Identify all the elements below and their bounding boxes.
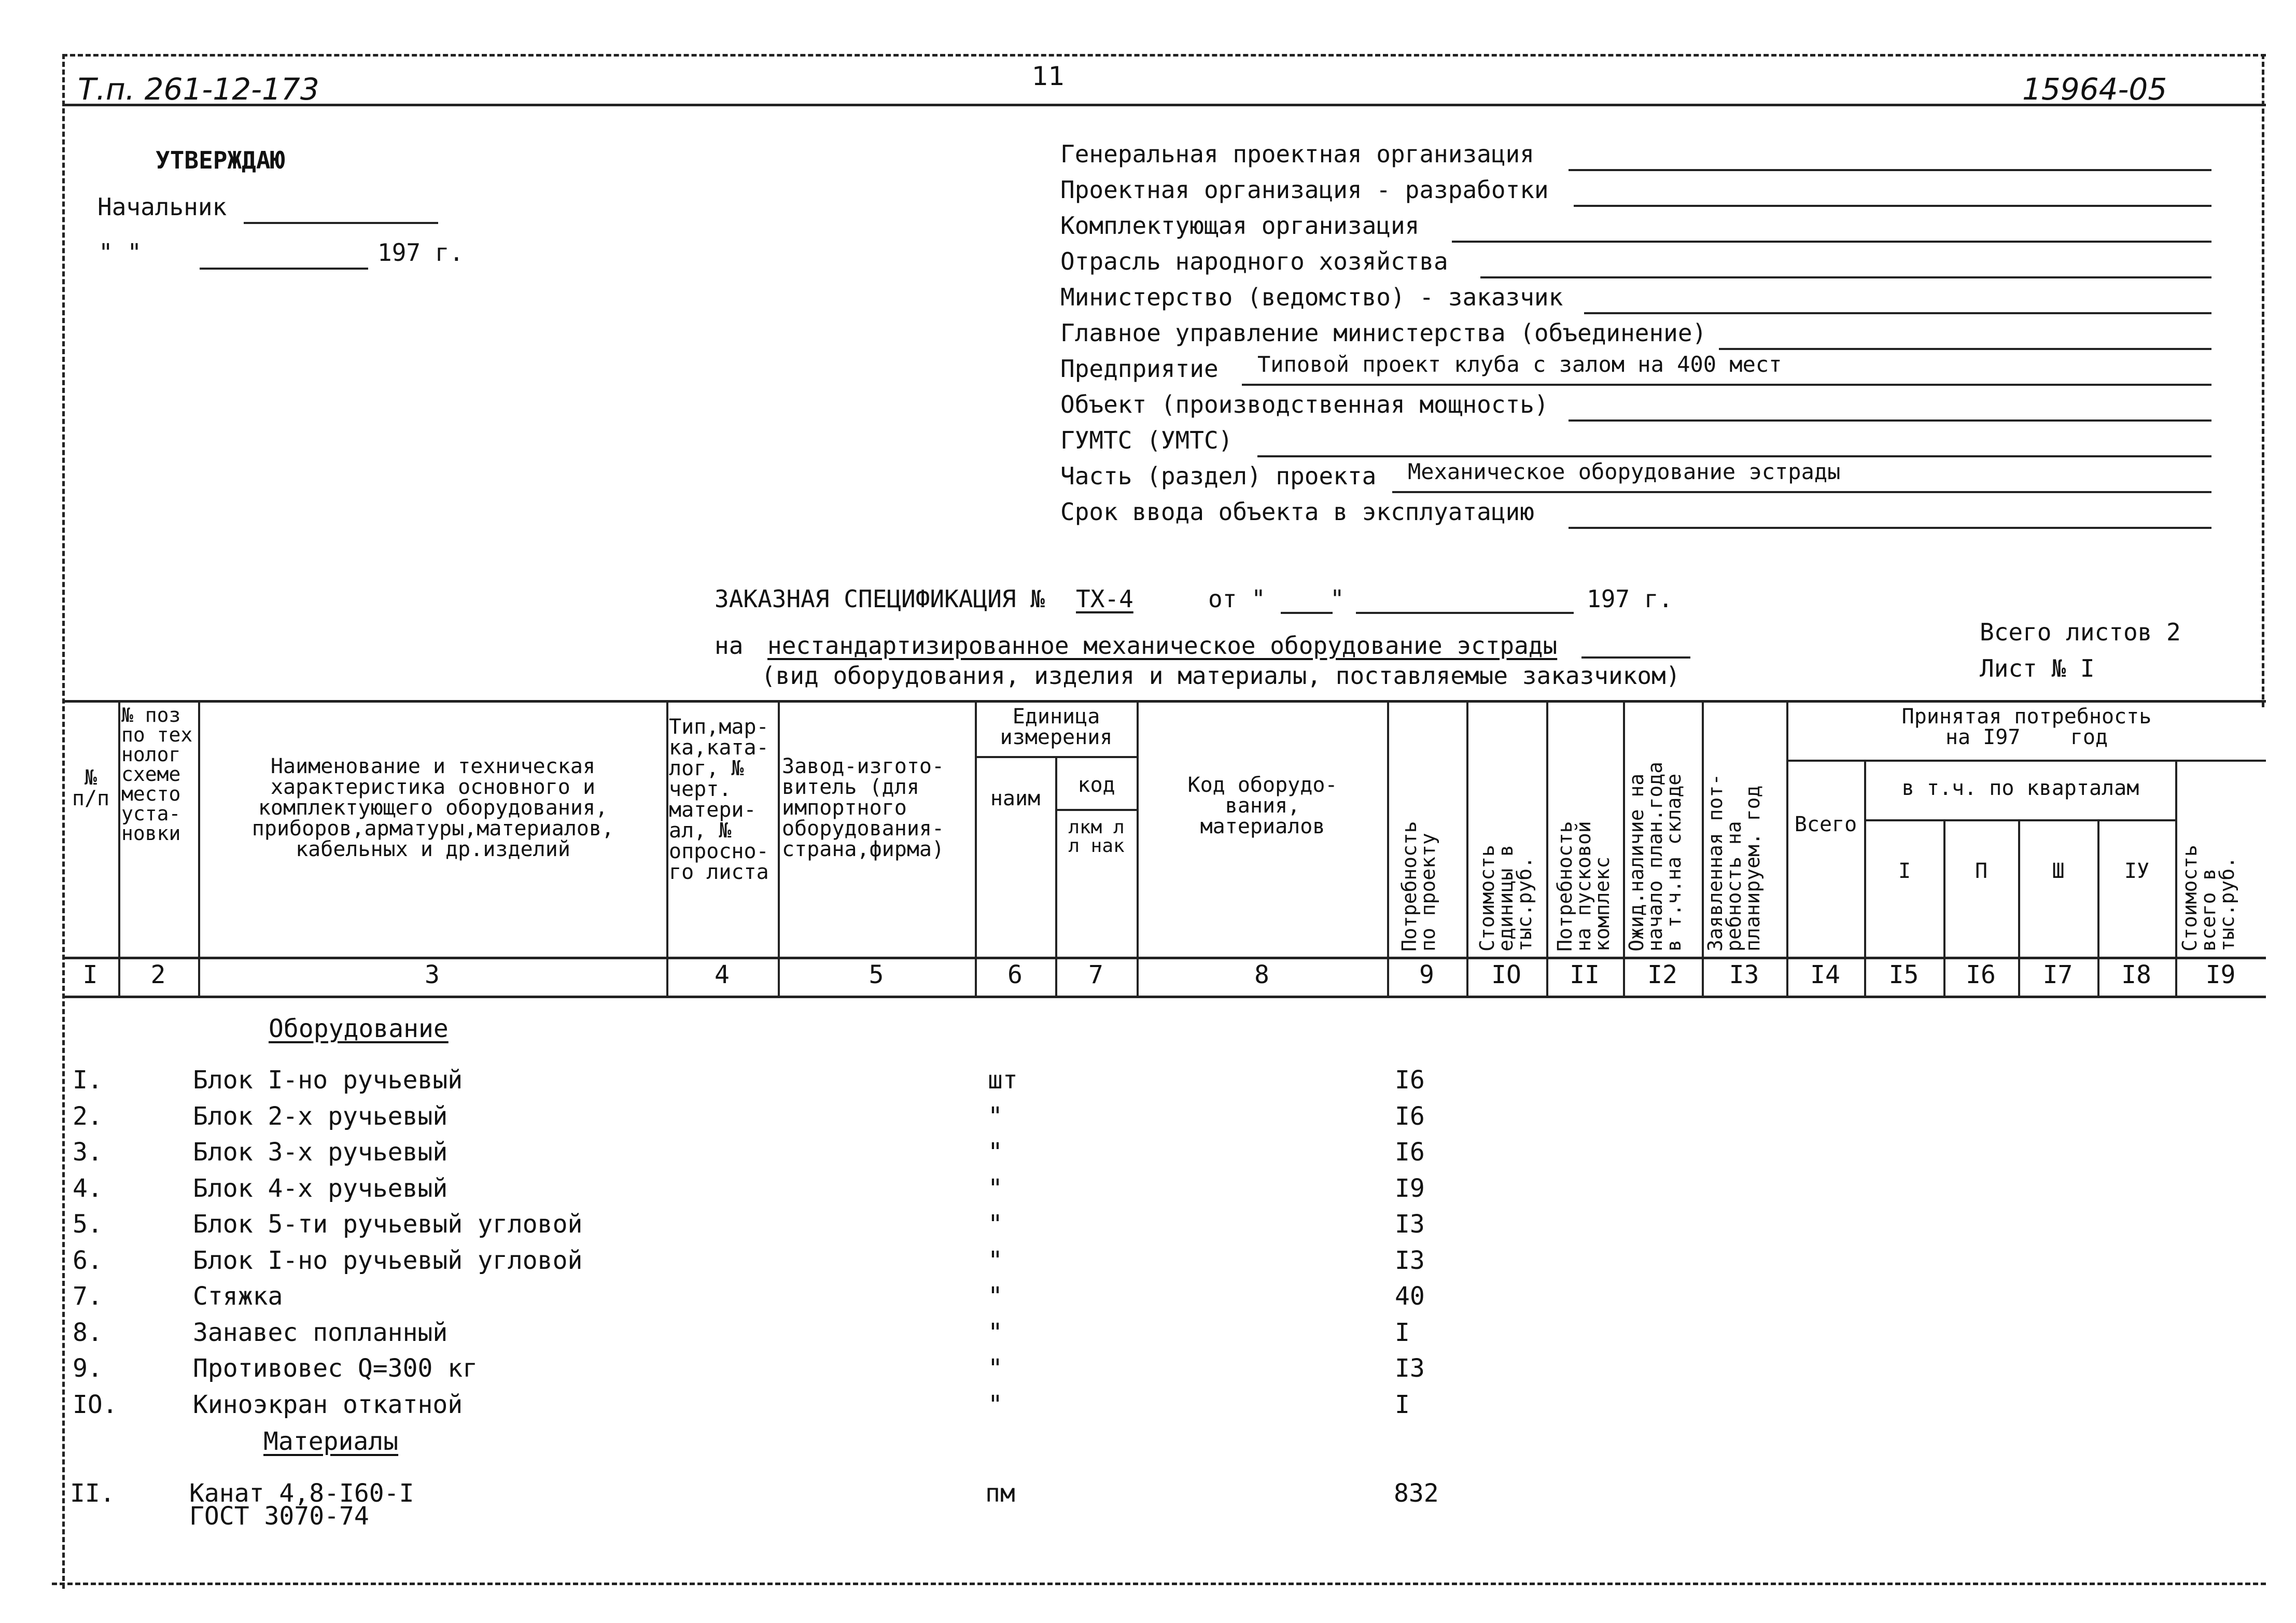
org-field-line bbox=[1569, 169, 2211, 171]
org-field-label: Генеральная проектная организация bbox=[1060, 140, 1534, 168]
column-number: 2 bbox=[150, 960, 166, 989]
row-quantity: I3 bbox=[1395, 1354, 1425, 1383]
material-row-unit: пм bbox=[985, 1479, 1015, 1508]
column-number: 9 bbox=[1419, 960, 1434, 989]
column-number: IO bbox=[1491, 960, 1521, 989]
section-equipment: Оборудование bbox=[269, 1014, 449, 1043]
row-name: Противовес Q=300 кг bbox=[193, 1354, 478, 1383]
spec-subject-line-extension bbox=[1581, 656, 1690, 659]
header-c14: Всего bbox=[1794, 813, 1857, 836]
spec-subject: нестандартизированное механическое оборудование эстрады bbox=[767, 632, 1558, 660]
header-c11: Потребность на пусковой комплекс bbox=[1553, 821, 1614, 952]
org-field-line bbox=[1242, 384, 2211, 386]
frame-top-border bbox=[62, 54, 2266, 57]
total-sheets: Всего листов 2 bbox=[1980, 618, 2181, 646]
row-quantity: I bbox=[1395, 1390, 1410, 1419]
row-number: 7. bbox=[73, 1282, 103, 1311]
row-unit: " bbox=[988, 1282, 1003, 1311]
row-number: 8. bbox=[73, 1318, 103, 1347]
spec-from-label: от " bbox=[1208, 585, 1266, 613]
approval-quotes: " " bbox=[99, 239, 142, 267]
approval-chief-line bbox=[244, 222, 438, 224]
header-c7-top: код bbox=[1077, 773, 1115, 797]
spec-number: ТХ-4 bbox=[1076, 585, 1133, 613]
row-unit: " bbox=[988, 1173, 1003, 1203]
column-number: 3 bbox=[425, 960, 440, 989]
column-number: 7 bbox=[1088, 960, 1103, 989]
org-field-label: Главное управление министерства (объединение) bbox=[1060, 319, 1707, 347]
org-field-label: Часть (раздел) проекта bbox=[1060, 462, 1377, 490]
header-c17: Ш bbox=[2052, 859, 2065, 883]
header-unit-group: Единица измерения bbox=[1000, 705, 1113, 749]
col-divider-7 bbox=[1137, 700, 1139, 996]
org-field-label: Комплектующая организация bbox=[1060, 212, 1420, 240]
org-field-label: Министерство (ведомство) - заказчик bbox=[1060, 283, 1563, 311]
org-field-value: Механическое оборудование эстрады bbox=[1408, 459, 1841, 484]
header-c12: Ожид.наличие на начало план.года в т.ч.на складе bbox=[1625, 761, 1685, 952]
col-divider-8 bbox=[1387, 700, 1389, 996]
frame-bottom-border bbox=[52, 1583, 2266, 1585]
row-quantity: I6 bbox=[1395, 1101, 1425, 1131]
material-row-number: II. bbox=[70, 1479, 115, 1508]
row-number: 4. bbox=[73, 1173, 103, 1203]
header-c4: Тип,мар- ка,ката- лог, № черт. матери- ал, № опросно- го листа bbox=[669, 715, 769, 884]
org-field-line bbox=[1569, 527, 2211, 529]
spec-month-line bbox=[1356, 612, 1574, 614]
row-unit: " bbox=[988, 1246, 1003, 1275]
org-field-line bbox=[1569, 419, 2211, 422]
column-number: I5 bbox=[1888, 960, 1919, 989]
row-name: Блок 3-х ручьевый bbox=[193, 1138, 448, 1167]
spec-title: ЗАКАЗНАЯ СПЕЦИФИКАЦИЯ № bbox=[715, 585, 1045, 613]
org-field-label: ГУМТС (УМТС) bbox=[1060, 426, 1233, 454]
row-unit: " bbox=[988, 1101, 1003, 1131]
column-number: I9 bbox=[2205, 960, 2236, 989]
column-number: 5 bbox=[869, 960, 884, 989]
row-number: 5. bbox=[73, 1210, 103, 1239]
header-c6: наим bbox=[990, 787, 1041, 810]
approval-chief-label: Начальник bbox=[97, 193, 227, 221]
code-sub-rule bbox=[1055, 809, 1137, 811]
row-quantity: I6 bbox=[1395, 1066, 1425, 1095]
row-number: 2. bbox=[73, 1101, 103, 1131]
org-field-line bbox=[1452, 241, 2211, 243]
approval-date-line bbox=[200, 268, 368, 270]
sheet-number: Лист № I bbox=[1980, 654, 2095, 682]
header-c2: № поз по тех нолог схеме место уста- новки bbox=[121, 704, 193, 845]
header-rule bbox=[62, 104, 2266, 106]
accepted-group-rule bbox=[1786, 760, 2266, 762]
row-quantity: I3 bbox=[1395, 1246, 1425, 1275]
row-name: Блок 4-х ручьевый bbox=[193, 1173, 448, 1203]
header-c18: IУ bbox=[2124, 859, 2150, 883]
row-number: 9. bbox=[73, 1354, 103, 1383]
row-name: Блок I-но ручьевый bbox=[193, 1066, 463, 1095]
header-c10: Стоимость единицы в тыс.руб. bbox=[1476, 845, 1536, 952]
org-field-label: Отрасль народного хозяйства bbox=[1060, 247, 1448, 275]
row-name: Блок I-но ручьевый угловой bbox=[193, 1246, 583, 1275]
header-c1: № п/п bbox=[72, 766, 110, 810]
column-number: I8 bbox=[2121, 960, 2151, 989]
header-c8: Код оборудо- вания, материалов bbox=[1187, 773, 1338, 838]
spec-subject-caption: (вид оборудования, изделия и материалы, поставляемые заказчиком) bbox=[761, 662, 1681, 690]
row-quantity: I bbox=[1395, 1318, 1410, 1347]
frame-left-border bbox=[62, 54, 65, 1589]
org-field-line bbox=[1392, 491, 2211, 493]
row-quantity: I9 bbox=[1395, 1173, 1425, 1203]
material-row-qty: 832 bbox=[1394, 1479, 1439, 1508]
doc-number: 15964-05 bbox=[2022, 72, 2167, 107]
row-name: Киноэкран откатной bbox=[193, 1390, 463, 1419]
org-field-line bbox=[1584, 312, 2211, 314]
column-number: I4 bbox=[1810, 960, 1840, 989]
column-number: 8 bbox=[1254, 960, 1269, 989]
spec-on-label: на bbox=[715, 632, 744, 660]
org-field-label: Объект (производственная мощность) bbox=[1060, 390, 1549, 418]
table-top-rule bbox=[62, 700, 2266, 703]
column-number: I6 bbox=[1966, 960, 1996, 989]
header-c13: Заявленная пот- ребность на планируем. год bbox=[1704, 773, 1764, 952]
header-c3: Наименование и техническая характеристика основного и комплектующего оборудования, приборов,арматуры,материалов, кабельных и др.изделий bbox=[251, 754, 614, 861]
header-c15: I bbox=[1898, 859, 1911, 883]
row-unit: " bbox=[988, 1354, 1003, 1383]
row-name: Стяжка bbox=[193, 1282, 283, 1311]
org-field-value: Типовой проект клуба с залом на 400 мест bbox=[1257, 352, 1782, 377]
column-number: I bbox=[82, 960, 98, 989]
row-name: Блок 5-ти ручьевый угловой bbox=[193, 1210, 583, 1239]
col-divider-10 bbox=[1546, 700, 1548, 996]
col-divider-4 bbox=[778, 700, 780, 996]
approval-year: 197 г. bbox=[377, 239, 464, 267]
material-row-name-2: ГОСТ 3070-74 bbox=[189, 1502, 369, 1531]
row-number: I. bbox=[73, 1066, 103, 1095]
row-number: 3. bbox=[73, 1138, 103, 1167]
spec-from-close: " bbox=[1330, 585, 1345, 613]
row-unit: " bbox=[988, 1210, 1003, 1239]
column-number: 4 bbox=[715, 960, 730, 989]
frame-right-border bbox=[2262, 54, 2264, 707]
org-field-line bbox=[1480, 276, 2211, 278]
row-quantity: I3 bbox=[1395, 1210, 1425, 1239]
header-accepted-group: Принятая потребность на I97 год bbox=[1901, 705, 2152, 749]
row-name: Блок 2-х ручьевый bbox=[193, 1101, 448, 1131]
column-number: I7 bbox=[2042, 960, 2073, 989]
table-colnum-rule bbox=[62, 996, 2266, 998]
material-row-name: Канат 4,8-I60-I bbox=[189, 1479, 414, 1508]
row-unit: " bbox=[988, 1138, 1003, 1167]
table-header-rule bbox=[62, 957, 2266, 959]
row-unit: " bbox=[988, 1318, 1003, 1347]
row-unit: " bbox=[988, 1390, 1003, 1419]
col-divider-2 bbox=[198, 700, 200, 996]
column-number: 6 bbox=[1007, 960, 1023, 989]
header-c16: П bbox=[1975, 859, 1988, 883]
approval-title: УТВЕРЖДАЮ bbox=[156, 146, 285, 174]
col-divider-9 bbox=[1466, 700, 1468, 996]
org-field-line bbox=[1257, 455, 2211, 457]
row-name: Занавес попланный bbox=[193, 1318, 448, 1347]
header-c5: Завод-изгото- витель (для импортного оборудования- страна,фирма) bbox=[782, 754, 945, 861]
col-divider-1 bbox=[118, 700, 120, 996]
org-field-label: Предприятие bbox=[1060, 355, 1219, 383]
org-field-label: Срок ввода объекта в эксплуатацию bbox=[1060, 498, 1534, 526]
org-field-line bbox=[1574, 205, 2211, 207]
column-number: I2 bbox=[1647, 960, 1677, 989]
column-number: I3 bbox=[1729, 960, 1759, 989]
org-field-label: Проектная организация - разработки bbox=[1060, 176, 1549, 204]
header-c19: Стоимость всего в тыс.руб. bbox=[2178, 845, 2238, 952]
spec-year: 197 г. bbox=[1587, 585, 1673, 613]
org-field-line bbox=[1719, 348, 2211, 350]
row-quantity: 40 bbox=[1395, 1282, 1425, 1311]
section-materials: Материалы bbox=[263, 1427, 399, 1456]
header-quarters-group: в т.ч. по кварталам bbox=[1901, 776, 2139, 800]
row-number: IO. bbox=[73, 1390, 118, 1419]
header-c7: лкм л л нак bbox=[1068, 817, 1125, 857]
doc-code: Т.п. 261-12-173 bbox=[78, 72, 319, 107]
column-number: II bbox=[1570, 960, 1600, 989]
row-unit: шт bbox=[988, 1066, 1018, 1095]
row-number: 6. bbox=[73, 1246, 103, 1275]
col-divider-3 bbox=[666, 700, 668, 996]
row-quantity: I6 bbox=[1395, 1138, 1425, 1167]
spec-day-line bbox=[1281, 612, 1333, 614]
page-number: 11 bbox=[1032, 61, 1065, 91]
header-c9: Потребность по проекту bbox=[1398, 821, 1439, 952]
